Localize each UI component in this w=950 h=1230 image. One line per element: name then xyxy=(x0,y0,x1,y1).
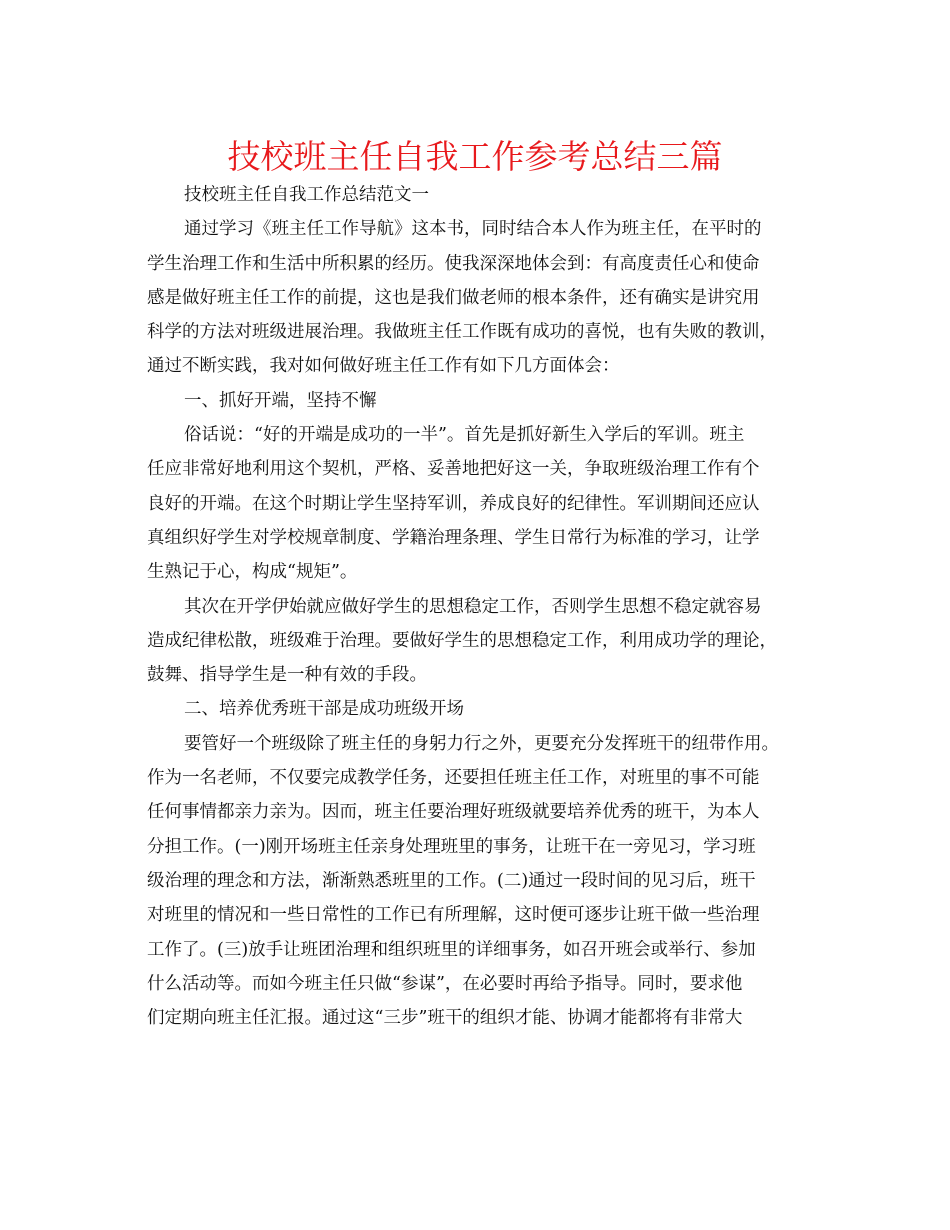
text-line: 二、培养优秀班干部是成功班级开场 xyxy=(184,699,464,720)
text-line: 技校班主任自我工作总结范文一 xyxy=(184,185,429,205)
text-line: 感是做好班主任工作的前提，这也是我们做老师的根本条件，还有确实是讲究用 xyxy=(147,287,760,308)
text-line: 通过学习《班主任工作导航》这本书，同时结合本人作为班主任，在平时的 xyxy=(184,219,762,240)
text-line: 良好的开端。在这个时期让学生坚持军训，养成良好的纪律性。军训期间还应认 xyxy=(147,493,760,514)
text-line: 什么活动等。而如今班主任只做“参谋”，在必要时再给予指导。同时，要求他 xyxy=(147,973,743,994)
text-line: 任应非常好地利用这个契机，严格、妥善地把好这一关，争取班级治理工作有个 xyxy=(147,459,760,480)
text-line: 级治理的理念和方法，渐渐熟悉班里的工作。(二)通过一段时间的见习后，班干 xyxy=(147,870,756,891)
text-line: 科学的方法对班级进展治理。我做班主任工作既有成功的喜悦，也有失败的教训， xyxy=(147,322,777,343)
text-line: 鼓舞、指导学生是一种有效的手段。 xyxy=(147,665,427,686)
text-line: 对班里的情况和一些日常性的工作已有所理解，这时便可逐步让班干做一些治理 xyxy=(147,905,760,926)
text-line: 学生治理工作和生活中所积累的经历。使我深深地体会到：有高度责任心和使命 xyxy=(147,253,760,274)
text-line: 任何事情都亲力亲为。因而，班主任要治理好班级就要培养优秀的班干，为本人 xyxy=(147,802,760,823)
text-line: 作为一名老师，不仅要完成教学任务，还要担任班主任工作，对班里的事不可能 xyxy=(147,768,760,789)
text-line: 造成纪律松散，班级难于治理。要做好学生的思想稳定工作，利用成功学的理论， xyxy=(147,630,777,651)
text-line: 工作了。(三)放手让班团治理和组织班里的详细事务，如召开班会或举行、参加 xyxy=(147,939,756,960)
text-line: 要管好一个班级除了班主任的身躬力行之外，更要充分发挥班干的纽带作用。 xyxy=(184,733,779,754)
text-line: 们定期向班主任汇报。通过这“三步”班干的组织才能、协调才能都将有非常大 xyxy=(147,1008,743,1029)
text-line: 真组织好学生对学校规章制度、学籍治理条理、学生日常行为标准的学习，让学 xyxy=(147,527,760,548)
text-line: 通过不断实践，我对如何做好班主任工作有如下几方面体会： xyxy=(147,356,620,377)
text-line: 一、抓好开端，坚持不懈 xyxy=(184,390,377,411)
text-line: 俗话说：“好的开端是成功的一半”。首先是抓好新生入学后的军训。班主 xyxy=(184,425,745,446)
text-line: 其次在开学伊始就应做好学生的思想稳定工作，否则学生思想不稳定就容易 xyxy=(184,596,762,617)
document-title: 技校班主任自我工作参考总结三篇 xyxy=(227,137,723,176)
text-line: 生熟记于心，构成“规矩”。 xyxy=(147,562,358,583)
text-line: 分担工作。(一)刚开场班主任亲身处理班里的事务，让班干在一旁见习，学习班 xyxy=(147,836,756,857)
document-body xyxy=(147,178,809,1035)
